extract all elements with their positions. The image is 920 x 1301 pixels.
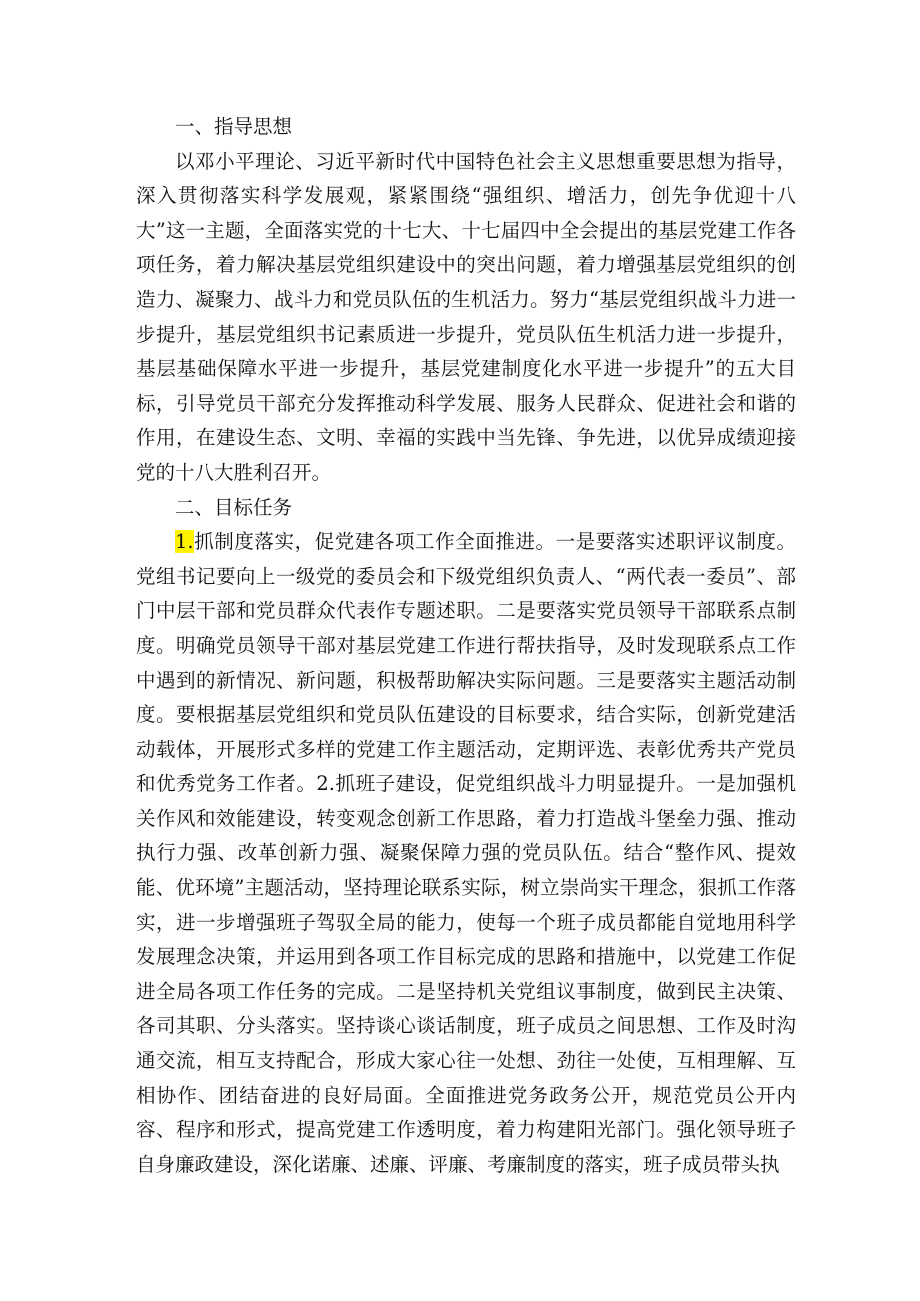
paragraph-goals-tasks-text: 抓制度落实，促党建各项工作全面推进。一是要落实述职评议制度。党组书记要向上一级党的委员会和下级党组织负责人、“两代表一委员”、部门中层干部和党员群众代表作专题述职。二是要落实党员领导干部联系点制度。明确党员领导干部对基层党建工作进行帮扶指导，及时发现联系点工作中遇到的新情况、新问题，积极帮助解决实际问题。三是要落实主题活动制度。要根据基层党组织和党员队伍建设的目标要求，结合实际，创新党建活动载体，开展形式多样的党建工作主题活动，定期评选、表彰优秀共产党员和优秀党务工作者。2.抓班子建设，促党组织战斗力明显提升。一是加强机关作风和效能建设，转变观念创新工作思路，着力打造战斗堡垒力强、推动执行力强、改革创新力强、凝聚保障力强的党员队伍。结合“整作风、提效能、优环境”主题活动，坚持理论联系实际，树立崇尚实干理念，狠抓工作落实，进一步增强班子驾驭全局的能力，使每一个班子成员都能自觉地用科学发展理念决策，并运用到各项工作目标完成的思路和措施中，以党建工作促进全局各项工作任务的完成。二是坚持机关党组议事制度，做到民主决策、各司其职、分头落实。坚持谈心谈话制度，班子成员之间思想、工作及时沟通交流，相互支持配合，形成大家心往一处想、劲往一处使，互相理解、互相协作、团结奋进的良好局面。全面推进党务政务公开，规范党员公开内容、程序和形式，提高党建工作透明度，着力构建阳光部门。强化领导班子自身廉政建设，深化诺廉、述廉、评廉、考廉制度的落实，班子成员带头执 — [136, 530, 796, 1176]
highlighted-item-number: 1. — [175, 530, 194, 554]
document-body — [136, 110, 796, 1182]
paragraph-guiding-thought: 以邓小平理论、习近平新时代中国特色社会主义思想重要思想为指导，深入贯彻落实科学发展观，紧紧围绕“强组织、增活力，创先争优迎十八大”这一主题，全面落实党的十七大、十七届四中全会提出的基层党建工作各项任务，着力解决基层党组织建设中的突出问题，着力增强基层党组织的创造力、凝聚力、战斗力和党员队伍的生机活力。努力“基层党组织战斗力进一步提升，基层党组织书记素质进一步提升，党员队伍生机活力进一步提升，基层基础保障水平进一步提升，基层党建制度化水平进一步提升”的五大目标，引导党员干部充分发挥推动科学发展、服务人民群众、促进社会和谐的作用，在建设生态、文明、幸福的实践中当先锋、争先进，以优异成绩迎接党的十八大胜利召开。 — [136, 149, 796, 484]
section-heading-guiding-thought: 一、指导思想 — [175, 115, 293, 138]
section-heading-goals-tasks: 二、目标任务 — [175, 495, 293, 519]
paragraph-goals-tasks — [136, 525, 796, 1182]
